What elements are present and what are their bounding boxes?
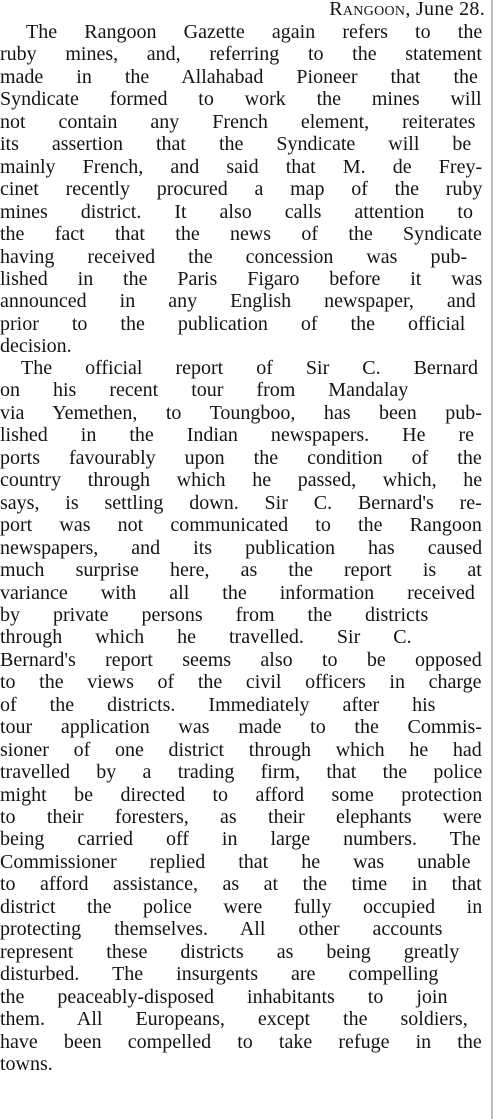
text-line: travelled by a trading firm, that the police xyxy=(0,761,483,784)
text-line: towns. xyxy=(0,1052,53,1075)
text-line: of the districts. Immediately after his xyxy=(0,693,436,716)
text-line: lished in the Indian newspapers. He re xyxy=(0,424,475,447)
text-line: to afford assistance, as at the time in that xyxy=(0,873,482,896)
text-line: The Rangoon Gazette again refers to the xyxy=(26,21,483,43)
text-line: decision. xyxy=(0,335,72,358)
text-line: to the views of the civil officers in charge xyxy=(0,671,482,694)
text-line: via Yemethen, to Toungboo, has been pub- xyxy=(0,401,482,424)
text-line: its assertion that the Syndicate will be xyxy=(0,133,472,156)
text-line: protecting themselves. All other accounts xyxy=(0,918,443,941)
text-line: much surprise here, as the report is at xyxy=(0,559,482,582)
text-line: prior to the publication of the official xyxy=(0,312,466,335)
text-line: through which he travelled. Sir C. xyxy=(0,626,412,649)
text-line: disturbed. The insurgents are compelling xyxy=(0,963,439,986)
text-line: might be directed to afford some protection xyxy=(0,783,483,806)
text-line: Syndicate formed to work the mines will xyxy=(0,88,482,111)
text-line: newspapers, and its publication has caused xyxy=(0,536,483,559)
text-line: says, is settling down. Sir C. Bernard's re- xyxy=(0,491,482,514)
text-line: the peaceably-disposed inhabitants to join xyxy=(0,985,448,1008)
dateline-place: Rangoon, xyxy=(329,0,411,20)
text-line: ports favourably upon the condition of the xyxy=(0,446,482,469)
text-line: represent these districts as being greatly xyxy=(0,940,460,963)
text-line: port was not communicated to the Rangoon xyxy=(0,514,482,537)
text-line: mines district. It also calls attention to xyxy=(0,200,473,223)
text-line: tour application was made to the Commis- xyxy=(0,716,482,739)
text-line: having received the concession was pub- xyxy=(0,245,468,268)
text-line: cinet recently procured a map of the ruby xyxy=(0,178,483,201)
text-line: Bernard's report seems also to be opposed xyxy=(0,648,482,671)
text-line: on his recent tour from Mandalay xyxy=(0,379,409,402)
dateline xyxy=(329,0,485,20)
text-line: announced in any English newspaper, and xyxy=(0,290,476,313)
text-line: sioner of one district through which he had xyxy=(0,738,482,761)
text-line: district the police were fully occupied in xyxy=(0,895,483,918)
text-line: mainly French, and said that M. de Frey- xyxy=(0,155,483,178)
text-line: Commissioner replied that he was unable xyxy=(0,850,471,873)
text-line: ruby mines, and, referring to the statement xyxy=(0,43,482,66)
text-line: variance with all the information received xyxy=(0,581,475,604)
text-line: have been compelled to take refuge in the xyxy=(0,1030,482,1053)
text-line: lished in the Paris Figaro before it was xyxy=(0,267,483,290)
text-line: country through which he passed, which, he xyxy=(0,469,483,492)
text-line: by private persons from the districts xyxy=(0,603,429,626)
text-line: the fact that the news of the Syndicate xyxy=(0,223,482,246)
text-line: made in the Allahabad Pioneer that the xyxy=(0,65,478,88)
text-line: being carried off in large numbers. The xyxy=(0,828,481,851)
dateline-date: June 28. xyxy=(415,0,485,20)
text-line: to their foresters, as their elephants were xyxy=(0,806,482,828)
text-line: The official report of Sir C. Bernard xyxy=(21,357,478,379)
text-line: them. All Europeans, except the soldiers, xyxy=(0,1008,468,1031)
text-line: not contain any French element, reiterates xyxy=(0,110,476,133)
